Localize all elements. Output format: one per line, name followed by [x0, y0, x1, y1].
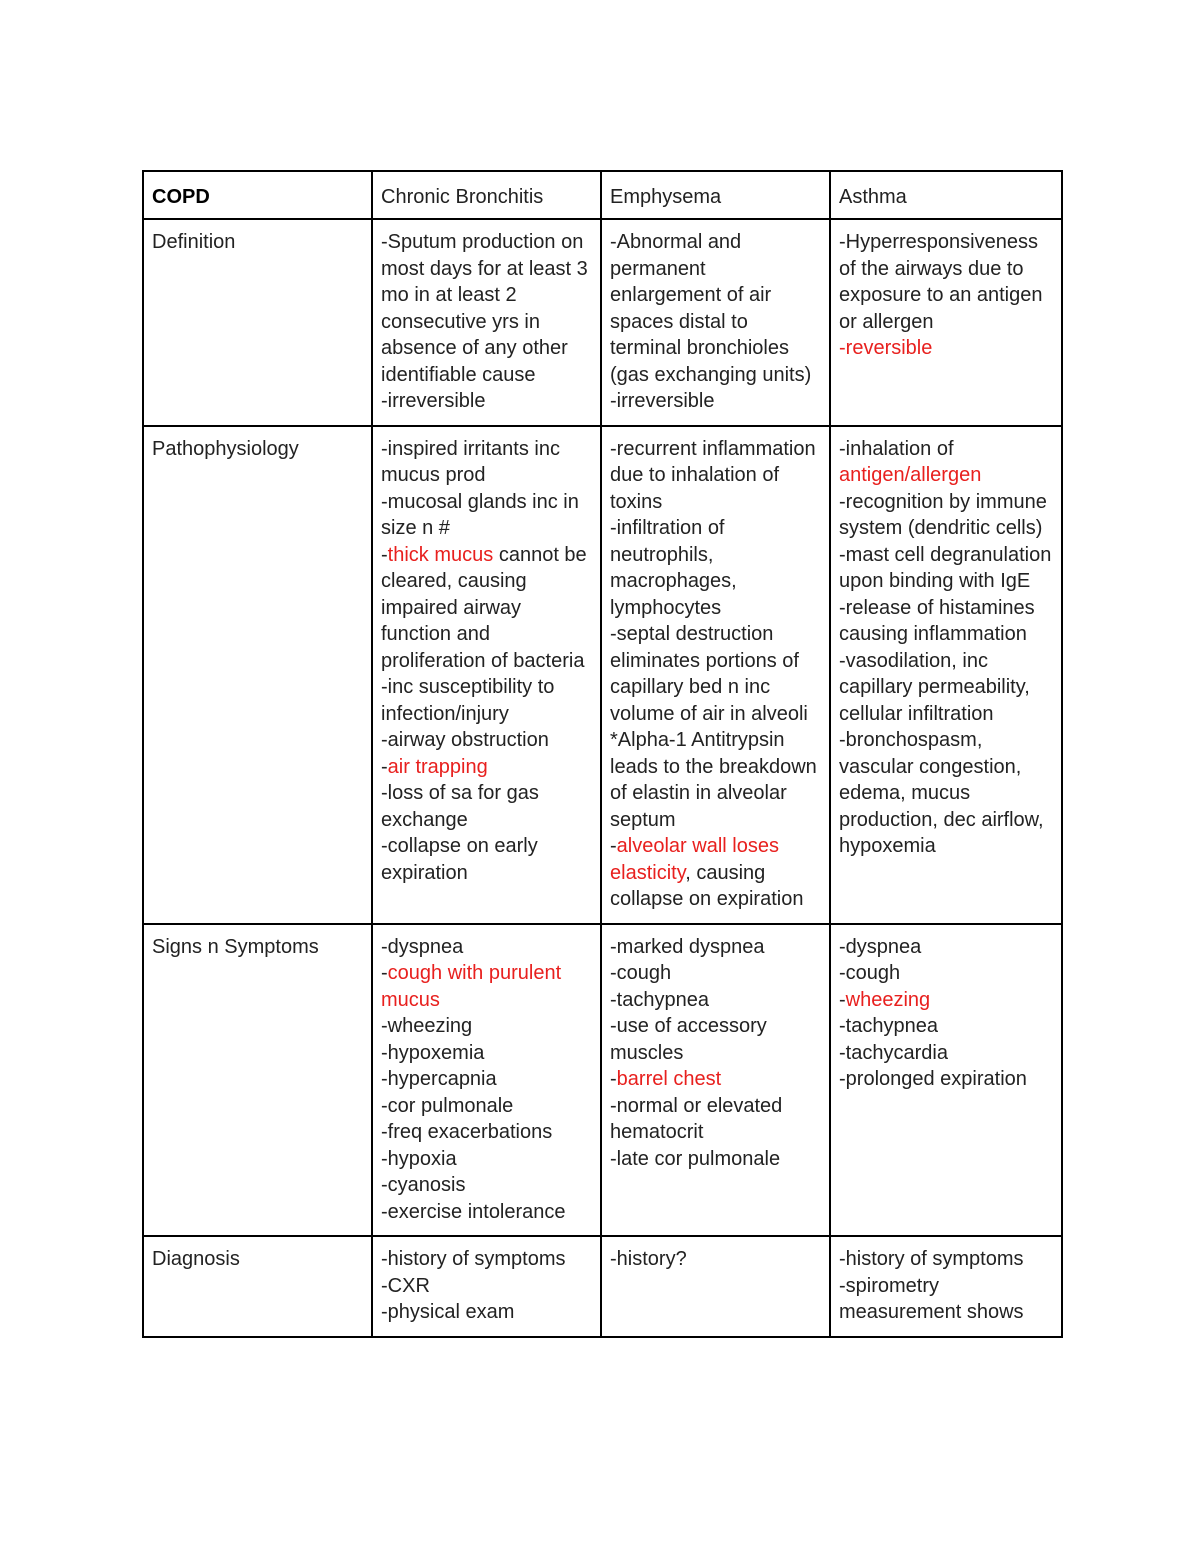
- text-segment: -mucosal glands inc in size n #: [381, 490, 585, 539]
- cell-line: [610, 1013, 821, 1066]
- cell-line: [839, 960, 1053, 987]
- highlighted-text: wheezing: [845, 988, 931, 1011]
- text-segment: -Sputum production on most days for at least 3 mo in at least 2 consecutive yrs in absence of any other identifiable cause: [381, 231, 594, 386]
- cell-chronic-bronchitis: [372, 1236, 601, 1337]
- cell-line: [839, 229, 1053, 335]
- cell-line: [610, 1146, 821, 1173]
- highlighted-text: alveolar wall loses elasticity: [610, 835, 785, 884]
- cell-line: [381, 727, 592, 754]
- cell-line: [610, 727, 821, 833]
- row-label: Definition: [143, 219, 372, 426]
- cell-line: [610, 1246, 821, 1273]
- text-segment: -vasodilation, inc capillary permeability, cellular infiltration: [839, 649, 1036, 725]
- text-segment: -tachypnea: [839, 1015, 938, 1037]
- cell-line: [381, 780, 592, 833]
- text-segment: -hypoxemia: [381, 1041, 485, 1064]
- text-segment: -irreversible: [610, 390, 715, 412]
- cell-line: [839, 1246, 1053, 1273]
- text-segment: -cough: [839, 962, 901, 984]
- row-label: Pathophysiology: [143, 426, 372, 924]
- text-segment: -freq exacerbations: [381, 1121, 553, 1143]
- text-segment: -late cor pulmonale: [610, 1147, 781, 1170]
- text-segment: -bronchospasm, vascular congestion, edema, mucus production, dec airflow, hypoxemia: [839, 729, 1050, 857]
- cell-line: [381, 229, 592, 388]
- cell-chronic-bronchitis: [372, 924, 601, 1237]
- cell-line: [839, 987, 1053, 1014]
- header-cell-asthma: Asthma: [830, 171, 1062, 219]
- cell-line: [610, 621, 821, 727]
- text-segment: -wheezing: [381, 1015, 473, 1037]
- text-segment: -mast cell degranulation upon binding with IgE: [839, 543, 1057, 592]
- header-cell-chronic-bronchitis: Chronic Bronchitis: [372, 171, 601, 219]
- highlighted-text: thick mucus: [387, 543, 494, 566]
- cell-line: [381, 1013, 592, 1040]
- cell-line: [381, 934, 592, 961]
- cell-emphysema: [601, 1236, 830, 1337]
- text-segment: -hypercapnia: [381, 1068, 497, 1090]
- cell-emphysema: [601, 219, 830, 426]
- cell-line: [381, 674, 592, 727]
- cell-line: [610, 934, 821, 961]
- text-segment: *Alpha-1 Antitrypsin leads to the breakdown of elastin in alveolar septum: [610, 729, 823, 831]
- cell-line: [839, 1013, 1053, 1040]
- text-segment: -Hyperresponsiveness of the airways due to exposure to an antigen or allergen: [839, 231, 1049, 333]
- cell-line: [839, 727, 1053, 860]
- text-segment: -: [381, 755, 388, 778]
- cell-line: [381, 436, 592, 489]
- cell-line: [381, 388, 592, 415]
- cell-line: [610, 436, 821, 516]
- text-segment: -history of symptoms: [381, 1248, 566, 1270]
- cell-chronic-bronchitis: [372, 219, 601, 426]
- cell-line: [610, 388, 821, 415]
- text-segment: -tachypnea: [610, 988, 709, 1011]
- highlighted-text: cough with purulent mucus: [381, 962, 567, 1011]
- cell-line: [381, 1066, 592, 1093]
- cell-line: [381, 1093, 592, 1120]
- row-label: Signs n Symptoms: [143, 924, 372, 1237]
- cell-line: [839, 1040, 1053, 1067]
- text-segment: -irreversible: [381, 390, 486, 412]
- highlighted-text: barrel chest: [616, 1068, 722, 1090]
- cell-line: [610, 1066, 821, 1093]
- highlighted-text: air trapping: [387, 755, 488, 778]
- cell-line: [839, 335, 1053, 362]
- table-row: [143, 924, 1062, 1237]
- cell-asthma: [830, 426, 1062, 924]
- text-segment: -: [381, 543, 388, 566]
- cell-asthma: [830, 924, 1062, 1237]
- text-segment: , causing collapse on expiration: [610, 861, 804, 910]
- text-segment: -: [839, 988, 846, 1011]
- text-segment: -recurrent inflammation due to inhalation of toxins: [610, 437, 822, 513]
- cell-emphysema: [601, 924, 830, 1237]
- text-segment: -collapse on early expiration: [381, 835, 544, 884]
- cell-asthma: [830, 1236, 1062, 1337]
- cell-line: [381, 1119, 592, 1146]
- text-segment: -spirometry measurement shows: [839, 1274, 1024, 1323]
- text-segment: -CXR: [381, 1274, 430, 1297]
- text-segment: -hypoxia: [381, 1147, 457, 1170]
- text-segment: -: [610, 835, 617, 857]
- text-segment: -normal or elevated hematocrit: [610, 1094, 788, 1143]
- cell-line: [610, 987, 821, 1014]
- cell-line: [610, 515, 821, 621]
- header-cell-emphysema: Emphysema: [601, 171, 830, 219]
- cell-line: [381, 1146, 592, 1173]
- text-segment: -physical exam: [381, 1301, 515, 1323]
- cell-chronic-bronchitis: [372, 426, 601, 924]
- text-segment: -: [381, 962, 388, 984]
- text-segment: -use of accessory muscles: [610, 1015, 773, 1064]
- text-segment: -Abnormal and permanent enlargement of air spaces distal to terminal bronchioles (gas exchanging units): [610, 231, 812, 386]
- cell-line: [839, 436, 1053, 489]
- text-segment: -history of symptoms: [839, 1248, 1024, 1270]
- text-segment: -prolonged expiration: [839, 1068, 1027, 1090]
- cell-line: [381, 1172, 592, 1199]
- cell-line: [839, 1066, 1053, 1093]
- text-segment: -tachycardia: [839, 1041, 948, 1064]
- text-segment: -history?: [610, 1248, 687, 1270]
- cell-line: [839, 934, 1053, 961]
- text-segment: -cor pulmonale: [381, 1094, 514, 1117]
- table-row: [143, 219, 1062, 426]
- cell-line: [839, 595, 1053, 648]
- copd-comparison-table: [142, 170, 1063, 1338]
- text-segment: -cough: [610, 962, 672, 984]
- cell-line: [839, 542, 1057, 595]
- text-segment: -inspired irritants inc mucus prod: [381, 437, 566, 486]
- text-segment: -marked dyspnea: [610, 935, 765, 958]
- text-segment: cannot be cleared, causing impaired airway function and proliferation of bacteria: [381, 543, 593, 672]
- text-segment: -septal destruction eliminates portions of capillary bed n inc volume of air in alveoli: [610, 623, 808, 725]
- cell-line: [610, 960, 821, 987]
- cell-line: [381, 960, 592, 1013]
- cell-line: [381, 1299, 592, 1326]
- text-segment: -dyspnea: [381, 935, 464, 958]
- cell-line: [381, 1246, 592, 1273]
- cell-emphysema: [601, 426, 830, 924]
- cell-line: [381, 1273, 592, 1300]
- text-segment: -: [610, 1068, 617, 1090]
- cell-line: [381, 833, 592, 886]
- cell-line: [610, 1093, 821, 1146]
- header-cell-copd: COPD: [143, 171, 372, 219]
- text-segment: -inc susceptibility to infection/injury: [381, 676, 560, 725]
- text-segment: -dyspnea: [839, 935, 922, 958]
- text-segment: -infiltration of neutrophils, macrophages, lymphocytes: [610, 517, 743, 619]
- row-label: Diagnosis: [143, 1236, 372, 1337]
- table-header-row: [143, 171, 1062, 219]
- cell-line: [381, 1199, 592, 1226]
- text-segment: -exercise intolerance: [381, 1200, 566, 1223]
- cell-line: [839, 648, 1053, 728]
- text-segment: -release of histamines causing inflammation: [839, 596, 1041, 645]
- table-row: [143, 426, 1062, 924]
- cell-line: [610, 833, 821, 913]
- text-segment: -inhalation of: [839, 437, 960, 460]
- cell-line: [610, 229, 821, 388]
- text-segment: -airway obstruction: [381, 729, 549, 751]
- cell-asthma: [830, 219, 1062, 426]
- text-segment: -recognition by immune system (dendritic cells): [839, 490, 1053, 539]
- table-row: [143, 1236, 1062, 1337]
- cell-line: [381, 1040, 592, 1067]
- cell-line: [381, 754, 592, 781]
- text-segment: -loss of sa for gas exchange: [381, 782, 545, 831]
- text-segment: -cyanosis: [381, 1174, 466, 1196]
- cell-line: [381, 489, 592, 542]
- highlighted-text: antigen/allergen: [839, 464, 982, 486]
- cell-line: [839, 1273, 1053, 1326]
- cell-line: [839, 489, 1053, 542]
- highlighted-text: -reversible: [839, 337, 933, 359]
- cell-line: [381, 542, 592, 675]
